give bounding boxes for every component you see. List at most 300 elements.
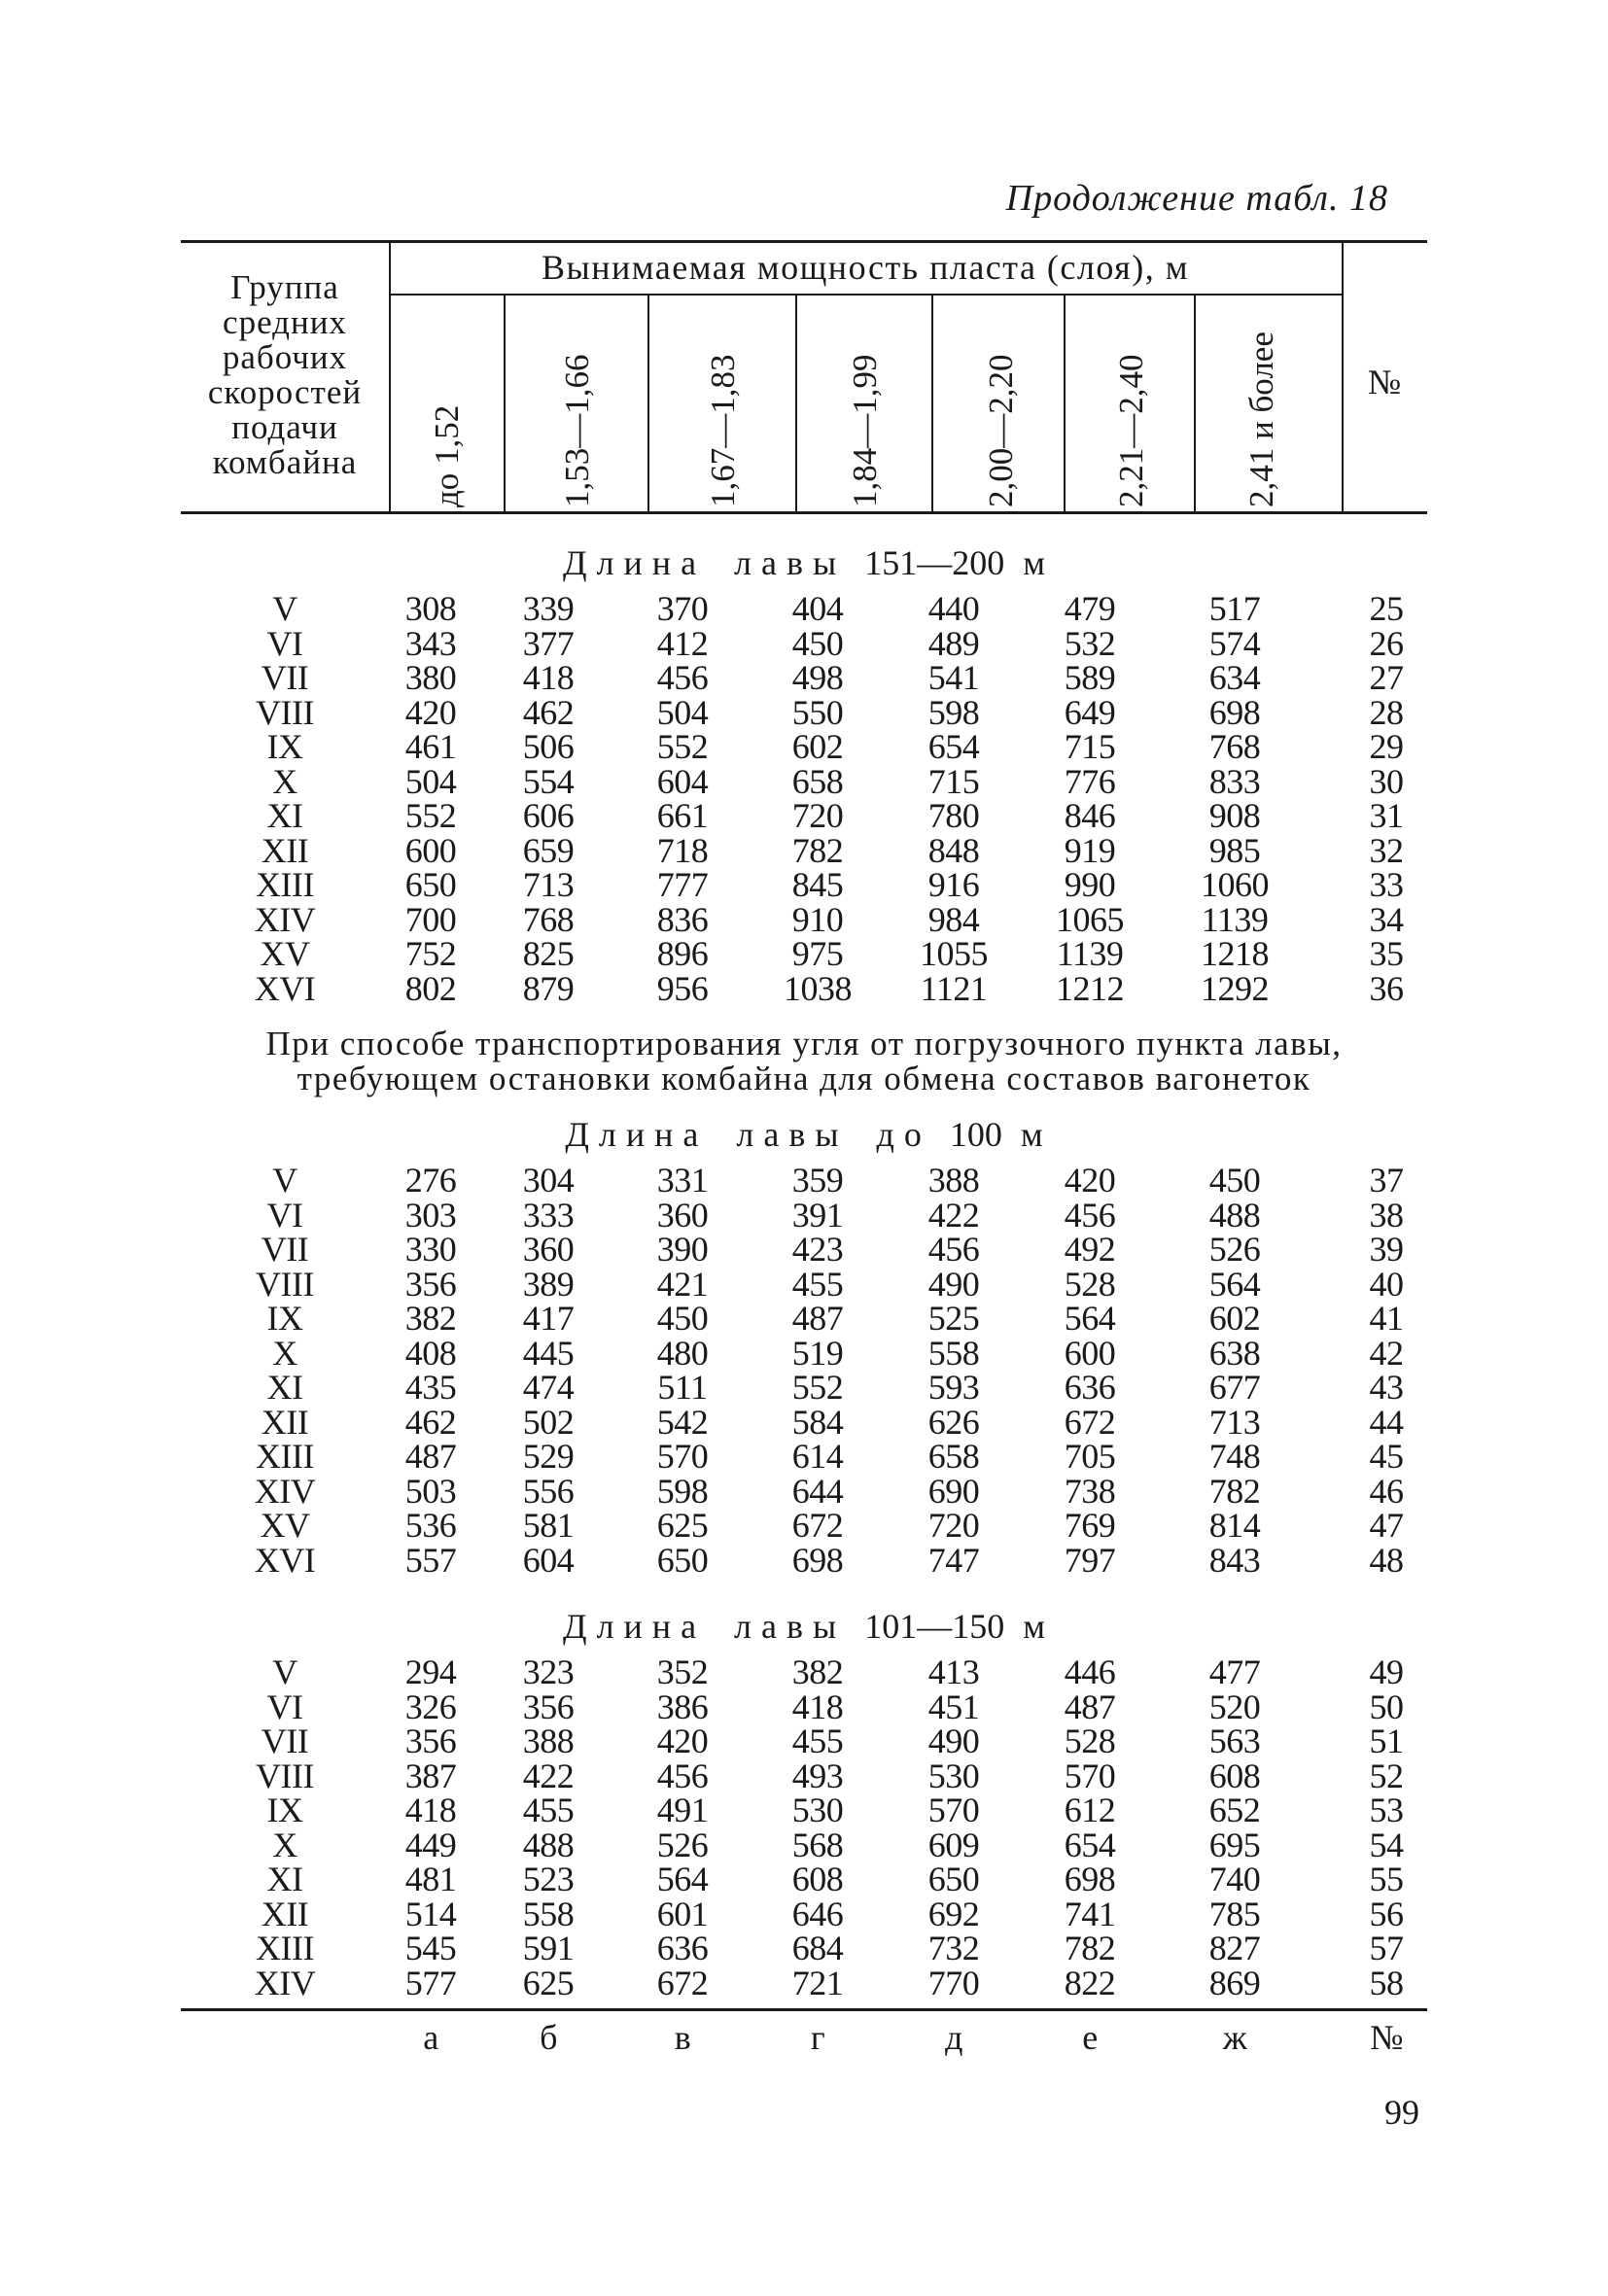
value-cell: 896 (656, 934, 709, 973)
row-number-cell: 36 (1369, 968, 1404, 1008)
value-cell: 612 (1064, 1791, 1116, 1829)
value-cell: 502 (522, 1402, 575, 1442)
group-cell: VI (266, 1687, 303, 1726)
page-number: 99 (1384, 2093, 1419, 2132)
value-cell: 1065 (1056, 899, 1124, 939)
table-row (181, 1370, 1427, 1405)
row-number-cell: 26 (1369, 623, 1404, 663)
value-cell: 625 (656, 1506, 709, 1545)
value-cell: 382 (791, 1652, 844, 1691)
table-row (181, 591, 1427, 626)
value-cell: 1139 (1056, 934, 1124, 973)
value-cell: 356 (522, 1687, 575, 1726)
value-cell: 360 (656, 1195, 709, 1235)
row-number-cell: 33 (1369, 865, 1404, 904)
group-cell: X (272, 761, 297, 801)
table-row (181, 830, 1427, 870)
table-row (181, 867, 1427, 902)
value-cell: 387 (404, 1756, 457, 1795)
table-row (181, 1723, 1427, 1758)
column-letter: е (1082, 2018, 1098, 2057)
value-cell: 1139 (1201, 899, 1269, 939)
value-cell: 503 (404, 1471, 457, 1511)
value-cell: 715 (1064, 727, 1116, 766)
row-number-cell: 58 (1369, 1963, 1404, 2002)
value-cell: 423 (791, 1230, 844, 1269)
value-cell: 304 (522, 1161, 575, 1200)
column-letter-row (181, 2020, 1427, 2059)
value-cell: 408 (404, 1333, 457, 1373)
value-cell: 360 (522, 1230, 575, 1269)
value-cell: 1218 (1201, 934, 1269, 973)
value-cell: 525 (927, 1299, 980, 1338)
value-cell: 658 (927, 1437, 980, 1476)
column-letter: д (945, 2018, 962, 2057)
value-cell: 570 (927, 1791, 980, 1829)
group-cell: XIV (254, 1471, 316, 1511)
table-row (181, 1896, 1427, 1931)
value-cell: 748 (1208, 1437, 1261, 1476)
value-cell: 404 (791, 589, 844, 628)
header-group-label: Группа средних рабочих скоростей подачи комбайна (207, 268, 363, 481)
value-cell: 504 (404, 761, 457, 801)
value-cell: 975 (791, 934, 844, 973)
column-letter: г (810, 2018, 825, 2057)
value-cell: 382 (404, 1299, 457, 1338)
value-cell: 440 (927, 589, 980, 628)
header-divider (647, 296, 649, 511)
value-cell: 827 (1208, 1929, 1261, 1967)
value-cell: 768 (1208, 727, 1261, 766)
value-cell: 845 (791, 865, 844, 904)
value-cell: 456 (927, 1230, 980, 1269)
section-title: Длина лавы до 100 м (565, 1115, 1043, 1154)
group-cell: VII (261, 658, 309, 697)
header-divider (1064, 296, 1066, 511)
group-cell: XVI (254, 1540, 316, 1580)
group-cell: XI (266, 1368, 303, 1407)
value-cell: 606 (522, 796, 575, 835)
group-cell: XI (266, 796, 303, 835)
table-row (181, 1861, 1427, 1896)
value-cell: 388 (522, 1722, 575, 1760)
column-letter: а (423, 2018, 438, 2057)
table-row (181, 1195, 1427, 1235)
value-cell: 833 (1208, 761, 1261, 801)
row-number-cell: 30 (1369, 761, 1404, 801)
value-cell: 498 (791, 658, 844, 697)
value-cell: 487 (791, 1299, 844, 1338)
row-number-cell: 37 (1369, 1161, 1404, 1200)
value-cell: 1292 (1201, 968, 1269, 1008)
value-cell: 570 (1064, 1756, 1116, 1795)
value-cell: 650 (404, 865, 457, 904)
value-cell: 326 (404, 1687, 457, 1726)
row-number-cell: 38 (1369, 1195, 1404, 1235)
value-cell: 879 (522, 968, 575, 1008)
value-cell: 654 (1064, 1825, 1116, 1864)
header-column-label: до 1,52 (428, 404, 466, 507)
table-row (181, 623, 1427, 663)
value-cell: 908 (1208, 796, 1261, 835)
value-cell: 504 (656, 692, 709, 732)
section-title: Длина лавы 151—200 м (563, 543, 1045, 582)
value-cell: 584 (791, 1402, 844, 1442)
group-cell: XIII (256, 1437, 314, 1476)
value-cell: 690 (927, 1471, 980, 1511)
table-row (181, 1301, 1427, 1336)
value-cell: 956 (656, 968, 709, 1008)
value-cell: 446 (1064, 1652, 1116, 1691)
value-cell: 530 (791, 1791, 844, 1829)
value-cell: 352 (656, 1652, 709, 1691)
value-cell: 331 (656, 1161, 709, 1200)
column-letter: № (1370, 2018, 1403, 2057)
value-cell: 541 (927, 658, 980, 697)
column-letter: в (674, 2018, 691, 2057)
value-cell: 581 (522, 1506, 575, 1545)
value-cell: 741 (1064, 1894, 1116, 1933)
value-cell: 456 (656, 658, 709, 697)
value-cell: 713 (522, 865, 575, 904)
value-cell: 684 (791, 1929, 844, 1967)
row-number-cell: 54 (1369, 1825, 1404, 1864)
value-cell: 488 (522, 1825, 575, 1864)
value-cell: 445 (522, 1333, 575, 1373)
section-title: Длина лавы 101—150 м (563, 1607, 1045, 1646)
row-number-cell: 31 (1369, 796, 1404, 835)
value-cell: 768 (522, 899, 575, 939)
row-number-cell: 56 (1369, 1894, 1404, 1933)
group-cell: XII (261, 1402, 309, 1442)
value-cell: 526 (656, 1825, 709, 1864)
value-cell: 456 (656, 1756, 709, 1795)
table-row (181, 1264, 1427, 1304)
group-cell: XIII (256, 1929, 314, 1967)
row-number-cell: 41 (1369, 1299, 1404, 1338)
value-cell: 389 (522, 1264, 575, 1304)
value-cell: 333 (522, 1195, 575, 1235)
value-cell: 814 (1208, 1506, 1261, 1545)
value-cell: 732 (927, 1929, 980, 1967)
value-cell: 836 (656, 899, 709, 939)
value-cell: 514 (404, 1894, 457, 1933)
header-bottom-rule (181, 511, 1427, 514)
row-number-cell: 50 (1369, 1687, 1404, 1726)
table-row (181, 1508, 1427, 1543)
value-cell: 377 (522, 623, 575, 663)
value-cell: 563 (1208, 1722, 1261, 1760)
value-cell: 380 (404, 658, 457, 697)
header-sub-rule (389, 294, 1342, 296)
table-row (181, 1963, 1427, 2002)
header-divider (504, 296, 506, 511)
value-cell: 593 (927, 1368, 980, 1407)
value-cell: 564 (1064, 1299, 1116, 1338)
value-cell: 916 (927, 865, 980, 904)
value-cell: 455 (522, 1791, 575, 1829)
value-cell: 449 (404, 1825, 457, 1864)
value-cell: 577 (404, 1963, 457, 2002)
value-cell: 650 (656, 1540, 709, 1580)
value-cell: 652 (1208, 1791, 1261, 1829)
group-cell: V (272, 1652, 297, 1691)
value-cell: 530 (927, 1756, 980, 1795)
value-cell: 738 (1064, 1471, 1116, 1511)
value-cell: 528 (1064, 1264, 1116, 1304)
row-number-cell: 46 (1369, 1471, 1404, 1511)
value-cell: 985 (1208, 830, 1261, 870)
value-cell: 417 (522, 1299, 575, 1338)
value-cell: 698 (791, 1540, 844, 1580)
value-cell: 420 (404, 692, 457, 732)
value-cell: 479 (1064, 589, 1116, 628)
group-cell: XI (266, 1860, 303, 1898)
value-cell: 644 (791, 1471, 844, 1511)
value-cell: 608 (791, 1860, 844, 1898)
value-cell: 480 (656, 1333, 709, 1373)
value-cell: 422 (927, 1195, 980, 1235)
table-row (181, 1232, 1427, 1267)
header-column-label: 2,21—2,40 (1112, 354, 1150, 507)
value-cell: 461 (404, 727, 457, 766)
value-cell: 600 (1064, 1333, 1116, 1373)
value-cell: 552 (656, 727, 709, 766)
table-row (181, 1689, 1427, 1724)
value-cell: 493 (791, 1756, 844, 1795)
row-number-cell: 27 (1369, 658, 1404, 697)
value-cell: 598 (927, 692, 980, 732)
value-cell: 420 (656, 1722, 709, 1760)
row-number-cell: 44 (1369, 1402, 1404, 1442)
value-cell: 747 (927, 1540, 980, 1580)
value-cell: 698 (1064, 1860, 1116, 1898)
value-cell: 556 (522, 1471, 575, 1511)
group-cell: XV (260, 1506, 310, 1545)
value-cell: 412 (656, 623, 709, 663)
header-top-rule (181, 240, 1427, 243)
group-cell: XIV (254, 1963, 316, 2002)
group-cell: XII (261, 830, 309, 870)
value-cell: 718 (656, 830, 709, 870)
row-number-cell: 39 (1369, 1230, 1404, 1269)
value-cell: 604 (656, 761, 709, 801)
row-number-cell: 29 (1369, 727, 1404, 766)
value-cell: 528 (1064, 1722, 1116, 1760)
value-cell: 474 (522, 1368, 575, 1407)
row-number-cell: 34 (1369, 899, 1404, 939)
group-cell: VI (266, 1195, 303, 1235)
value-cell: 523 (522, 1860, 575, 1898)
value-cell: 713 (1208, 1402, 1261, 1442)
table-row (181, 1931, 1427, 1966)
value-cell: 869 (1208, 1963, 1261, 2002)
value-cell: 598 (656, 1471, 709, 1511)
value-cell: 462 (404, 1402, 457, 1442)
value-cell: 276 (404, 1161, 457, 1200)
value-cell: 491 (656, 1791, 709, 1829)
value-cell: 705 (1064, 1437, 1116, 1476)
value-cell: 370 (656, 589, 709, 628)
value-cell: 777 (656, 865, 709, 904)
value-cell: 776 (1064, 761, 1116, 801)
value-cell: 455 (791, 1722, 844, 1760)
group-cell: V (272, 589, 297, 628)
value-cell: 672 (1064, 1402, 1116, 1442)
value-cell: 488 (1208, 1195, 1261, 1235)
value-cell: 769 (1064, 1506, 1116, 1545)
table-row (181, 1827, 1427, 1862)
group-cell: XVI (254, 968, 316, 1008)
header-column-label: 1,67—1,83 (704, 354, 742, 507)
group-cell: V (272, 1161, 297, 1200)
value-cell: 294 (404, 1652, 457, 1691)
value-cell: 487 (1064, 1687, 1116, 1726)
value-cell: 492 (1064, 1230, 1116, 1269)
value-cell: 536 (404, 1506, 457, 1545)
table-row (181, 1654, 1427, 1689)
value-cell: 557 (404, 1540, 457, 1580)
value-cell: 490 (927, 1264, 980, 1304)
value-cell: 720 (791, 796, 844, 835)
value-cell: 554 (522, 761, 575, 801)
table-row (181, 1333, 1427, 1373)
value-cell: 413 (927, 1652, 980, 1691)
table-row (181, 1758, 1427, 1793)
value-cell: 661 (656, 796, 709, 835)
value-cell: 802 (404, 968, 457, 1008)
value-cell: 532 (1064, 623, 1116, 663)
value-cell: 451 (927, 1687, 980, 1726)
group-cell: XIII (256, 865, 314, 904)
value-cell: 570 (656, 1437, 709, 1476)
value-cell: 602 (791, 727, 844, 766)
value-cell: 1038 (784, 968, 852, 1008)
value-cell: 388 (927, 1161, 980, 1200)
value-cell: 558 (522, 1894, 575, 1933)
table-row (181, 1471, 1427, 1511)
value-cell: 1055 (920, 934, 988, 973)
group-cell: X (272, 1333, 297, 1373)
value-cell: 658 (791, 761, 844, 801)
table-row (181, 1540, 1427, 1580)
table-row (181, 761, 1427, 801)
value-cell: 654 (927, 727, 980, 766)
group-cell: VI (266, 623, 303, 663)
value-cell: 552 (791, 1368, 844, 1407)
value-cell: 638 (1208, 1333, 1261, 1373)
group-cell: VIII (256, 1264, 314, 1304)
value-cell: 339 (522, 589, 575, 628)
value-cell: 574 (1208, 623, 1261, 663)
value-cell: 356 (404, 1722, 457, 1760)
value-cell: 487 (404, 1437, 457, 1476)
value-cell: 780 (927, 796, 980, 835)
value-cell: 450 (791, 623, 844, 663)
value-cell: 677 (1208, 1368, 1261, 1407)
value-cell: 390 (656, 1230, 709, 1269)
value-cell: 846 (1064, 796, 1116, 835)
header-number-label: № (1367, 363, 1402, 401)
group-cell: IX (266, 1791, 303, 1829)
group-cell: IX (266, 1299, 303, 1338)
value-cell: 740 (1208, 1860, 1261, 1898)
row-number-cell: 32 (1369, 830, 1404, 870)
value-cell: 477 (1208, 1652, 1261, 1691)
value-cell: 1212 (1056, 968, 1124, 1008)
value-cell: 700 (404, 899, 457, 939)
value-cell: 526 (1208, 1230, 1261, 1269)
table-row (181, 729, 1427, 764)
value-cell: 517 (1208, 589, 1261, 628)
header-column-label: 1,84—1,99 (846, 354, 884, 507)
row-number-cell: 57 (1369, 1929, 1404, 1967)
header-divider (931, 296, 933, 511)
value-cell: 672 (656, 1963, 709, 2002)
header-thickness-label: Вынимаемая мощность пласта (слоя), м (542, 248, 1189, 287)
value-cell: 303 (404, 1195, 457, 1235)
value-cell: 591 (522, 1929, 575, 1967)
group-cell: VIII (256, 1756, 314, 1795)
value-cell: 520 (1208, 1687, 1261, 1726)
value-cell: 552 (404, 796, 457, 835)
row-number-cell: 45 (1369, 1437, 1404, 1476)
value-cell: 356 (404, 1264, 457, 1304)
value-cell: 822 (1064, 1963, 1116, 2002)
group-cell: XII (261, 1894, 309, 1933)
value-cell: 782 (1208, 1471, 1261, 1511)
value-cell: 608 (1208, 1756, 1261, 1795)
group-cell: IX (266, 727, 303, 766)
row-number-cell: 49 (1369, 1652, 1404, 1691)
row-number-cell: 47 (1369, 1506, 1404, 1545)
value-cell: 609 (927, 1825, 980, 1864)
value-cell: 990 (1064, 865, 1116, 904)
value-cell: 919 (1064, 830, 1116, 870)
value-cell: 650 (927, 1860, 980, 1898)
value-cell: 564 (656, 1860, 709, 1898)
value-cell: 506 (522, 727, 575, 766)
group-cell: VII (261, 1230, 309, 1269)
value-cell: 692 (927, 1894, 980, 1933)
group-cell: VII (261, 1722, 309, 1760)
table-caption: Продолжение табл. 18 (1005, 178, 1388, 219)
value-cell: 649 (1064, 692, 1116, 732)
value-cell: 770 (927, 1963, 980, 2002)
value-cell: 545 (404, 1929, 457, 1967)
value-cell: 568 (791, 1825, 844, 1864)
value-cell: 456 (1064, 1195, 1116, 1235)
value-cell: 614 (791, 1437, 844, 1476)
row-number-cell: 48 (1369, 1540, 1404, 1580)
value-cell: 715 (927, 761, 980, 801)
header-column-label: 2,00—2,20 (982, 354, 1020, 507)
table-row (181, 1439, 1427, 1474)
value-cell: 636 (656, 1929, 709, 1967)
group-cell: XV (260, 934, 310, 973)
value-cell: 910 (791, 899, 844, 939)
row-number-cell: 42 (1369, 1333, 1404, 1373)
row-number-cell: 35 (1369, 934, 1404, 973)
value-cell: 625 (522, 1963, 575, 2002)
row-number-cell: 52 (1369, 1756, 1404, 1795)
value-cell: 511 (657, 1368, 708, 1407)
value-cell: 843 (1208, 1540, 1261, 1580)
table-row (181, 1402, 1427, 1442)
value-cell: 782 (791, 830, 844, 870)
group-cell: VIII (256, 692, 314, 732)
value-cell: 359 (791, 1161, 844, 1200)
